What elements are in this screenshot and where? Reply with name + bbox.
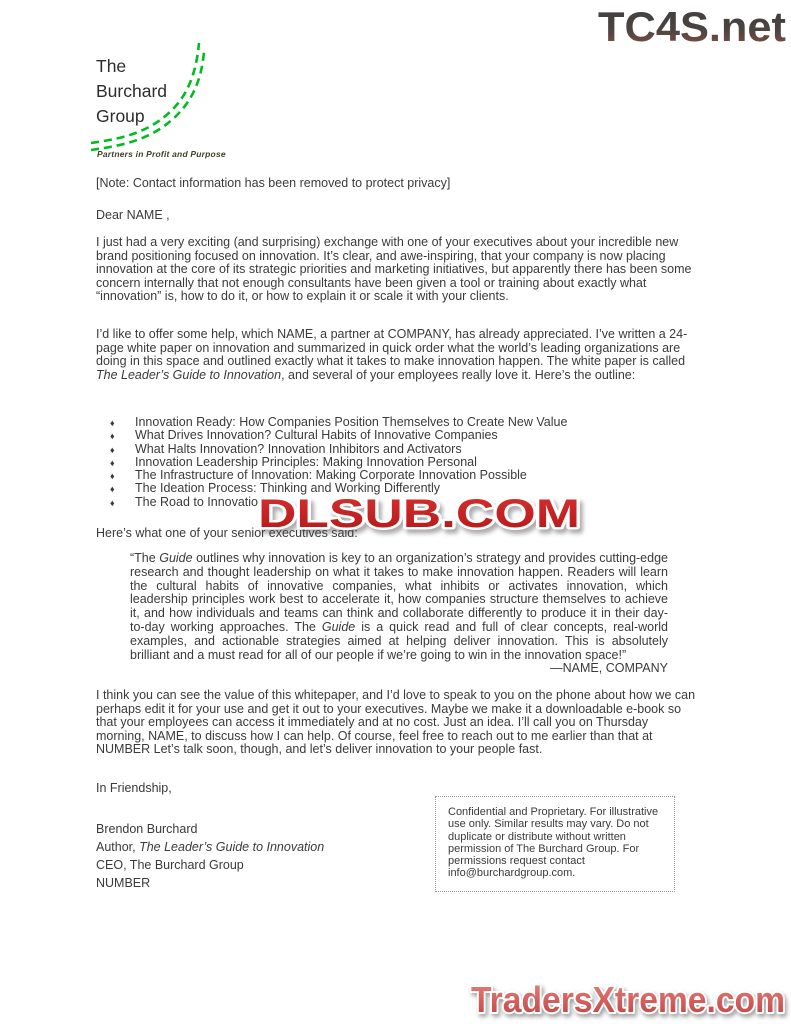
quote-end: is a quick read and full of clear concepts, real-world examples, and actionable strategies aimed at helping deliver innovation. This is absolutely brilliant and a must read for all of our people if we’re going to win in the innovation space!”: [130, 619, 668, 662]
diamond-bullet-icon: ♦: [110, 471, 115, 482]
quote-open: “The: [130, 551, 160, 565]
logo-line-2: Burchard: [96, 81, 168, 101]
diamond-bullet-icon: ♦: [110, 431, 115, 442]
watermark-tc4s: [592, 0, 791, 52]
signature-ceo-line: CEO, The Burchard Group: [96, 858, 244, 872]
book-title-signature: The Leader’s Guide to Innovation: [139, 840, 325, 854]
privacy-note: [Note: Contact information has been removed to protect privacy]: [96, 176, 451, 190]
list-item-text: The Ideation Process: Thinking and Working Differently: [135, 481, 441, 496]
list-item: [96, 469, 698, 482]
salutation: Dear NAME ,: [96, 208, 170, 222]
watermark-tradersxtreme: [465, 975, 791, 1024]
paragraph-1: I just had a very exciting (and surprising) exchange with one of your executives about your incredible new brand positioning focused on innovation. It’s clear, and awe-inspiring, that your company is now placing innovation at the core of its strategic priorities and marketing initiatives, but apparently there has been some concern internally that not enough consultants have been given a tool or training about exactly what “innovation” is, how to do it, or how to explain it or scale it with your clients.: [96, 235, 692, 304]
watermark-tradersxtreme-text: TradersXtreme.com: [471, 979, 785, 1020]
signature-block: [96, 820, 324, 892]
list-item: [96, 429, 698, 442]
signature-author-line: [96, 838, 324, 856]
signature-name: Brendon Burchard: [96, 822, 198, 836]
list-item-text: Innovation Leadership Principles: Making Innovation Personal: [135, 454, 477, 469]
list-item-text: Innovation Ready: How Companies Position Themselves to Create New Value: [135, 415, 568, 429]
confidential-notice-box: Confidential and Proprietary. For illustrative use only. Similar results may vary. Do not duplicate or distribute without written permission of The Burchard Group. For permissions request contact info@burchardgroup.com.: [435, 796, 675, 892]
list-item: [96, 456, 698, 469]
signature-number: NUMBER: [96, 876, 151, 890]
paragraph-3: I think you can see the value of this whitepaper, and I’d love to speak to you on the phone about how we can perhaps edit it for your use and get it out to your executives. Maybe we make it a downloadable e-book so that your employees can access it immediately and at no cost. Just an idea. I’ll call you on Thursday morning, NAME, to discuss how I can help. Of course, feel free to reach out to me earlier than that at NUMBER Let’s talk soon, though, and let’s deliver innovation to your people fast.: [96, 688, 696, 757]
diamond-bullet-icon: ♦: [110, 457, 115, 468]
book-title-inline: The Leader’s Guide to Innovation: [96, 367, 282, 382]
list-item-text: The Road to Innovation: [135, 494, 265, 509]
paragraph-2-pre: I’d like to offer some help, which NAME, a partner at COMPANY, has already appreciated. I’ve written a 24-page white paper on innovation and summarized in quick order what the world’s leading organizations are doing in this space and outlined exactly what it takes to make innovation happen. The white paper is called: [96, 327, 688, 369]
diamond-bullet-icon: ♦: [110, 418, 115, 428]
list-item: [96, 416, 698, 429]
author-prefix: Author,: [96, 840, 140, 854]
watermark-dlsub-text: DLSUB.COM: [258, 492, 580, 536]
paragraph-2-post: , and several of your employees really love it. Here’s the outline:: [281, 367, 636, 382]
logo-line-3: Group: [96, 106, 145, 126]
diamond-bullet-icon: ♦: [110, 497, 115, 508]
company-logo: [96, 54, 167, 129]
quote-attribution: —NAME, COMPANY: [550, 661, 668, 675]
watermark-tc4s-text: TC4S.net: [598, 3, 787, 50]
closing-line: In Friendship,: [96, 781, 172, 795]
logo-tagline: Partners in Profit and Purpose: [97, 149, 226, 159]
executive-quote: [130, 552, 668, 662]
watermark-dlsub: [249, 487, 589, 541]
guide-word-italic: Guide: [159, 551, 193, 565]
logo-line-1: The: [96, 56, 127, 76]
executives-intro-line: Here’s what one of your senior executives said:: [96, 526, 358, 540]
quote-middle: outlines why innovation is key to an organization’s strategy and provides cutting-edge research and thought leadership on what it takes to make innovation happen. Readers will learn the cultural habits of innovative companies, what inhibits or activates innovation, which leadership principles work best to accelerate it, how companies structure themselves to achieve it, and how individuals and teams can think and collaborate differently to produce it in their day-to-day working approaches. The: [130, 551, 668, 634]
list-item-text: The Infrastructure of Innovation: Making Corporate Innovation Possible: [135, 468, 527, 483]
paragraph-2: [96, 328, 698, 382]
diamond-bullet-icon: ♦: [110, 484, 115, 495]
list-item-text: What Halts Innovation? Innovation Inhibitors and Activators: [135, 441, 462, 456]
list-item-text: What Drives Innovation? Cultural Habits of Innovative Companies: [135, 428, 498, 443]
diamond-bullet-icon: ♦: [110, 444, 115, 455]
guide-word-italic: Guide: [321, 619, 356, 634]
list-item: [96, 443, 698, 456]
